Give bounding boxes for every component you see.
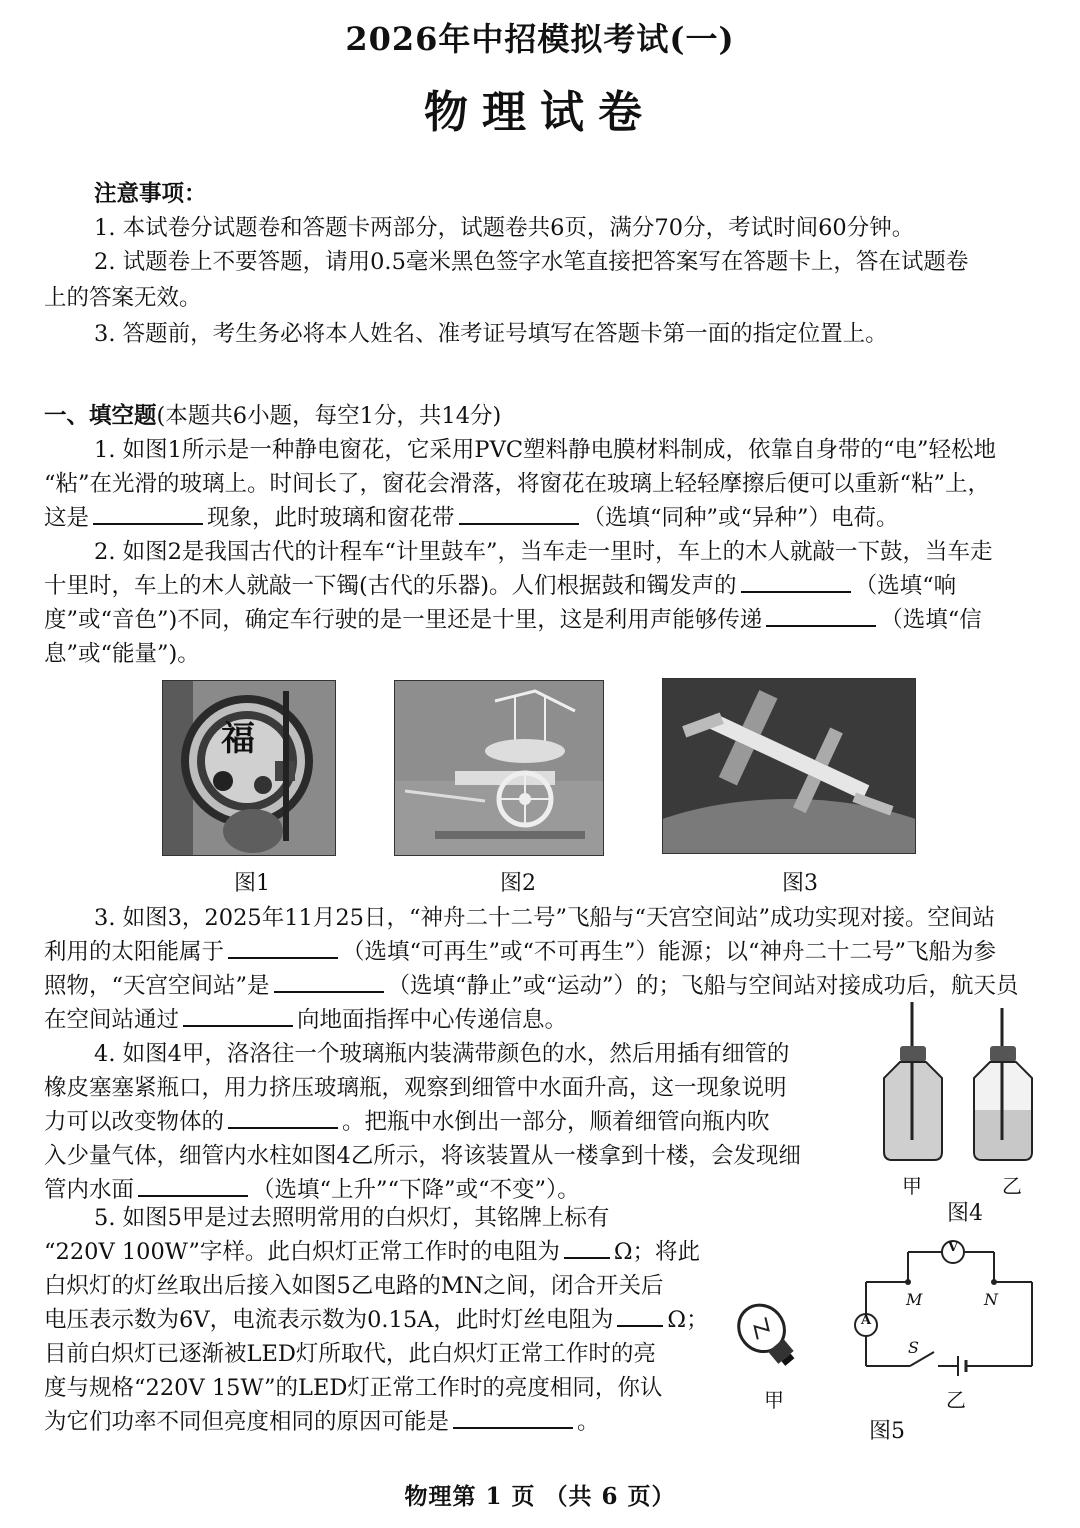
- q5-blank-1[interactable]: [564, 1235, 610, 1259]
- q1-text-c: （选填“同种”或“异种”）电荷。: [582, 505, 899, 531]
- q4-line-2: 橡皮塞塞紧瓶口，用力挤压玻璃瓶，观察到细管中水面升高，这一现象说明: [44, 1075, 787, 1101]
- q5-line-1: 5. 如图5甲是过去照明常用的白炽灯，其铭牌上标有: [94, 1205, 610, 1231]
- q4-text-b: 。把瓶中水倒出一部分，顺着细管向瓶内吹: [342, 1109, 770, 1135]
- q2-blank-2[interactable]: [766, 603, 876, 627]
- notice-heading: 注意事项：: [94, 181, 207, 207]
- q5-blank-3[interactable]: [453, 1405, 573, 1429]
- figure-1-caption: 图1: [234, 871, 270, 896]
- q3-text-c: 照物，“天宫空间站”是: [44, 973, 270, 999]
- fu-character: 福: [221, 719, 255, 759]
- q4-line-1: 4. 如图4甲，洛洛往一个玻璃瓶内装满带颜色的水，然后用插有细管的: [94, 1041, 790, 1067]
- q5-line-6: 度与规格“220V 15W”的LED灯正常工作时的亮度相同，你认: [44, 1375, 663, 1401]
- section-heading: [44, 398, 1044, 434]
- q1-text-b: 现象，此时玻璃和窗花带: [207, 505, 455, 531]
- exam-title: 2026年中招模拟考试(一): [345, 20, 735, 58]
- drum-cart-icon: [395, 681, 603, 855]
- notice-item-2a: 2. 试题卷上不要答题，请用0.5毫米黑色签字水笔直接把答案写在答题卡上，答在试题卷: [94, 249, 969, 275]
- q4-text-d: （选填“上升”“下降”或“不变”）。: [252, 1177, 580, 1203]
- q4-line-4: 入少量气体，细管内水柱如图4乙所示，将该装置从一楼拿到十楼，会发现细: [44, 1143, 801, 1169]
- figure-5-caption: 图5: [869, 1419, 905, 1444]
- switch-label: S: [908, 1338, 919, 1357]
- notice-item-2b: 上的答案无效。: [44, 285, 202, 311]
- q5-line-2: [44, 1234, 704, 1270]
- section-note: (本题共6小题，每空1分，共14分): [156, 403, 502, 429]
- q2-line-3: [44, 602, 1044, 638]
- q2-line-4: 息”或“能量”)。: [44, 641, 200, 667]
- figure-1-photo: [162, 680, 336, 856]
- q3-blank-2[interactable]: [274, 969, 384, 993]
- terminal-n-label: N: [984, 1290, 998, 1309]
- q1-blank-1[interactable]: [93, 501, 203, 525]
- q2-line-1: 2. 如图2是我国古代的计程车“计里鼓车”，当车走一里时，车上的木人就敲一下鼓，当车走: [94, 539, 993, 565]
- q4-text-c: 管内水面: [44, 1177, 135, 1203]
- notice-item-3: 3. 答题前，考生务必将本人姓名、准考证号填写在答题卡第一面的指定位置上。: [94, 321, 888, 347]
- space-station-icon: [663, 679, 915, 853]
- figure-3-photo: [662, 678, 916, 854]
- figure-4-bottles-icon: [870, 1000, 1050, 1170]
- q2-text-b: （选填“响: [854, 573, 957, 599]
- q5-text-a: “220V 100W”字样。此白炽灯正常工作时的电阻为: [44, 1239, 560, 1265]
- q3-line-3: [44, 968, 1044, 1004]
- figure-4-label-jia: 甲: [902, 1174, 922, 1198]
- figure-5-label-jia: 甲: [764, 1388, 784, 1412]
- q1-text-a: 这是: [44, 505, 90, 531]
- notice-item-1: 1. 本试卷分试题卷和答题卡两部分，试题卷共6页，满分70分，考试时间60分钟。: [94, 215, 915, 241]
- subject-title: 物理试卷: [424, 87, 656, 138]
- q5-text-e: 为它们功率不同但亮度相同的原因可能是: [44, 1409, 450, 1435]
- q3-text-e: 在空间站通过: [44, 1007, 180, 1033]
- figure-4-label-yi: 乙: [1002, 1174, 1022, 1198]
- q2-text-d: （选填“信: [880, 607, 982, 633]
- q1-line-2: “粘”在光滑的玻璃上。时间长了，窗花会滑落，将窗花在玻璃上轻轻摩擦后便可以重新“粘”上，: [44, 471, 991, 497]
- q5-line-5: 目前白炽灯已逐渐被LED灯所取代，此白炽灯正常工作时的亮: [44, 1341, 656, 1367]
- q3-blank-3[interactable]: [183, 1003, 293, 1027]
- q5-line-3: 白炽灯的灯丝取出后接入如图5乙电路的MN之间，闭合开关后: [44, 1273, 664, 1299]
- q5-line-7: [44, 1404, 704, 1440]
- q4-text-a: 力可以改变物体的: [44, 1109, 225, 1135]
- q5-text-b: Ω；将此: [613, 1239, 700, 1265]
- q5-blank-2[interactable]: [617, 1303, 663, 1327]
- terminal-m-label: M: [906, 1290, 923, 1309]
- light-bulb-icon: [728, 1296, 808, 1376]
- ammeter-label: A: [860, 1313, 872, 1328]
- q3-text-f: 向地面指挥中心传递信息。: [297, 1007, 568, 1033]
- voltmeter-label: V: [947, 1240, 959, 1255]
- q3-line-1: 3. 如图3，2025年11月25日，“神舟二十二号”飞船与“天宫空间站”成功实现对接。空间站: [94, 905, 995, 931]
- q4-blank-2[interactable]: [138, 1173, 248, 1197]
- q3-text-a: 利用的太阳能属于: [44, 939, 225, 965]
- figure-3-caption: 图3: [782, 871, 818, 896]
- q3-text-b: （选填“可再生”或“不可再生”）能源；以“神舟二十二号”飞船为参: [342, 939, 997, 965]
- q5-line-4: [44, 1302, 709, 1338]
- q2-text-a: 十里时，车上的木人就敲一下镯(古代的乐器)。人们根据鼓和镯发声的: [44, 573, 737, 599]
- paper-cut-window-icon: [163, 681, 335, 855]
- figure-2-caption: 图2: [500, 871, 536, 896]
- page-footer: 物理第 1 页 （共 6 页）: [404, 1483, 676, 1510]
- figure-2-photo: [394, 680, 604, 856]
- q5-text-c: 电压表示数为6V，电流表示数为0.15A，此时灯丝电阻为: [44, 1307, 614, 1333]
- q3-text-d: （选填“静止”或“运动”）的；飞船与空间站对接成功后，航天员: [387, 973, 1019, 999]
- q5-text-d: Ω；: [667, 1307, 709, 1333]
- figure-5-label-yi: 乙: [946, 1388, 966, 1412]
- figure-4-caption: 图4: [947, 1201, 983, 1226]
- q1-line-3: [44, 500, 1044, 536]
- q2-text-c: 度”或“音色”)不同，确定车行驶的是一里还是十里，这是利用声能够传递: [44, 607, 763, 633]
- figure-5-circuit-icon: [846, 1236, 1046, 1386]
- q1-blank-2[interactable]: [459, 501, 579, 525]
- q2-line-2: [44, 568, 1044, 604]
- q4-blank-1[interactable]: [228, 1105, 338, 1129]
- q3-blank-1[interactable]: [228, 935, 338, 959]
- q2-blank-1[interactable]: [741, 569, 851, 593]
- section-title: 一、填空题: [44, 403, 157, 429]
- q5-text-f: 。: [577, 1409, 600, 1435]
- q1-line-1: 1. 如图1所示是一种静电窗花，它采用PVC塑料静电膜材料制成，依靠自身带的“电”轻松地: [94, 437, 997, 463]
- q3-line-2: [44, 934, 1044, 970]
